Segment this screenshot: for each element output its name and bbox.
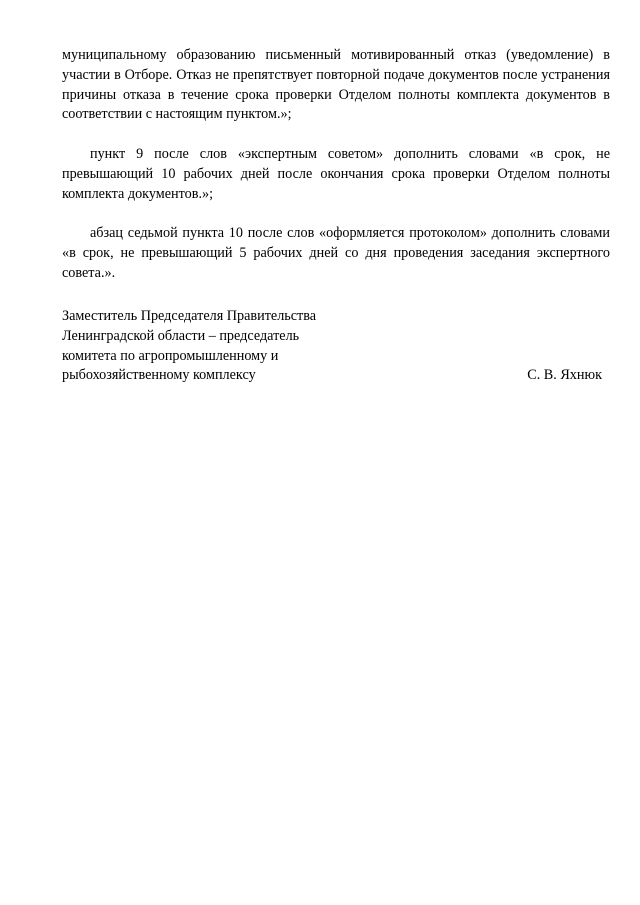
signatory-position-line-2: Ленинградской области – председатель [62,327,300,344]
paragraph-item-9: пункт 9 после слов «экспертным советом» дополнить словами «в срок, не превышающий 10 рабочих дней после окончания срока проверки Отделом полноты комплекта документов.»; [62,145,610,202]
paragraph-refusal-continuation: муниципальному образованию письменный мотивированный отказ (уведомление) в участии в Отборе. Отказ не препятствует повторной подаче документов после устранения причины отказа в течение срока проверки Отделом полноты комплекта документов в соответствии с настоящим пунктом.»; [62,47,610,123]
signatory-position-line-3: комитета по агропромышленному и [62,347,279,364]
signatory-position-line-1: Заместитель Председателя Правительства [62,308,317,324]
signatory-name: С. В. Яхнюк [527,367,602,384]
signatory-position-line-4: рыбохозяйственному комплексу [62,367,256,384]
paragraph-gap [62,125,610,145]
paragraph-gap [62,204,610,224]
paragraph-item-10: абзац седьмой пункта 10 после слов «оформляется протоколом» дополнить словами «в срок, не превышающий 5 рабочих дней со дня проведения заседания экспертного совета.». [62,225,610,281]
signature-block [62,307,610,386]
document-body [62,46,610,284]
signatory-final-line [62,366,610,386]
